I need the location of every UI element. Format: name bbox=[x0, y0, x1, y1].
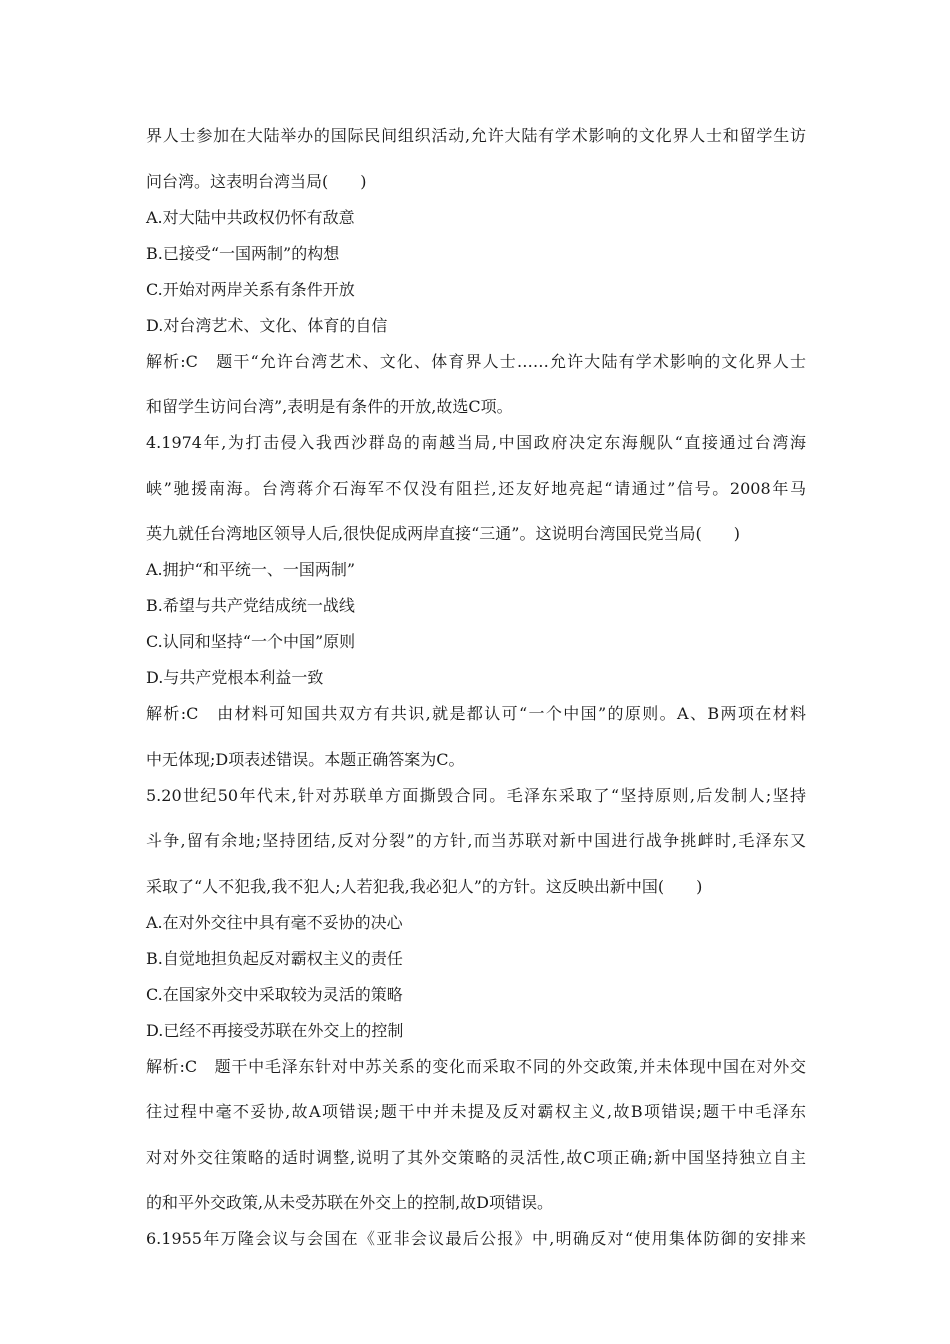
text-line: 解析:C 题干中毛泽东针对中苏关系的变化而采取不同的外交政策,并未体现中国在对外交 bbox=[146, 1056, 806, 1076]
question-5-options bbox=[146, 905, 806, 1049]
text-line: 采取了“人不犯我,我不犯人;人若犯我,我必犯人”的方针。这反映出新中国( ) bbox=[146, 876, 703, 896]
question-3-options bbox=[146, 200, 806, 344]
text-line: 6.1955年万隆会议与会国在《亚非会议最后公报》中,明确反对“使用集体防御的安排来 bbox=[146, 1229, 806, 1248]
text-line: 中无体现;D项表述错误。本题正确答案为C。 bbox=[146, 749, 465, 769]
text-line: 问台湾。这表明台湾当局( ) bbox=[146, 171, 367, 191]
option-d: D.已经不再接受苏联在外交上的控制 bbox=[146, 1020, 404, 1040]
question-4-analysis bbox=[146, 696, 806, 778]
option-c: C.开始对两岸关系有条件开放 bbox=[146, 279, 355, 299]
option-a: A.拥护“和平统一、一国两制” bbox=[146, 560, 356, 579]
option-b: B.希望与共产党结成统一战线 bbox=[146, 596, 355, 615]
text-line: 英九就任台湾地区领导人后,很快促成两岸直接“三通”。这说明台湾国民党当局( ) bbox=[146, 524, 740, 543]
question-4-stem bbox=[146, 425, 806, 552]
question-5-analysis bbox=[146, 1049, 806, 1222]
text-line: 5.20世纪50年代末,针对苏联单方面撕毁合同。毛泽东采取了“坚持原则,后发制人;坚持 bbox=[146, 785, 806, 805]
option-a: A.在对外交往中具有毫不妥协的决心 bbox=[146, 912, 403, 932]
question-3-stem bbox=[146, 118, 806, 200]
question-6-stem bbox=[146, 1221, 806, 1257]
text-line: 的和平外交政策,从未受苏联在外交上的控制,故D项错误。 bbox=[146, 1193, 554, 1212]
option-c: C.在国家外交中采取较为灵活的策略 bbox=[146, 984, 403, 1004]
text-line: 界人士参加在大陆举办的国际民间组织活动,允许大陆有学术影响的文化界人士和留学生访 bbox=[146, 126, 806, 145]
option-a: A.对大陆中共政权仍怀有敌意 bbox=[146, 207, 355, 227]
option-d: D.对台湾艺术、文化、体育的自信 bbox=[146, 315, 388, 335]
text-line: 4.1974年,为打击侵入我西沙群岛的南越当局,中国政府决定东海舰队“直接通过台湾海 bbox=[146, 433, 806, 452]
text-line: 解析:C 由材料可知国共双方有共识,就是都认可“一个中国”的原则。A、B两项在材料 bbox=[146, 704, 806, 723]
question-5-stem bbox=[146, 778, 806, 905]
option-d: D.与共产党根本利益一致 bbox=[146, 668, 324, 687]
question-3-analysis bbox=[146, 344, 806, 426]
text-line: 往过程中毫不妥协,故A项错误;题干中并未提及反对霸权主义,故B项错误;题干中毛泽东 bbox=[146, 1102, 806, 1121]
text-line: 解析:C 题干“允许台湾艺术、文化、体育界人士……允许大陆有学术影响的文化界人士 bbox=[146, 351, 806, 371]
option-b: B.自觉地担负起反对霸权主义的责任 bbox=[146, 948, 403, 968]
option-c: C.认同和坚持“一个中国”原则 bbox=[146, 632, 356, 651]
question-4-options bbox=[146, 552, 806, 696]
text-line: 对对外交往策略的适时调整,说明了其外交策略的灵活性,故C项正确;新中国坚持独立自主 bbox=[146, 1147, 806, 1167]
text-line: 峡”驰援南海。台湾蒋介石海军不仅没有阻拦,还友好地亮起“请通过”信号。2008年马 bbox=[146, 478, 806, 498]
text-line: 斗争,留有余地;坚持团结,反对分裂”的方针,而当苏联对新中国进行战争挑衅时,毛泽东又 bbox=[146, 831, 806, 850]
text-line: 和留学生访问台湾”,表明是有条件的开放,故选C项。 bbox=[146, 397, 513, 416]
document-page bbox=[146, 118, 806, 1257]
option-b: B.已接受“一国两制”的构想 bbox=[146, 243, 340, 263]
